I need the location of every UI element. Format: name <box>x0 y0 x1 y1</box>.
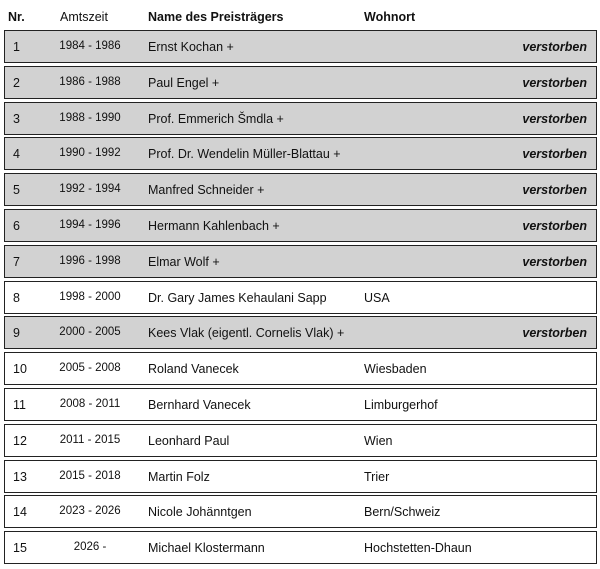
cell-name: Nicole Johänntgen <box>148 505 252 520</box>
cell-town: Bern/Schweiz <box>364 505 441 520</box>
cell-nr: 3 <box>13 111 20 126</box>
cell-name: Ernst Kochan + <box>148 40 234 54</box>
cell-status: verstorben <box>522 111 587 126</box>
cell-town: Trier <box>364 469 390 484</box>
cell-status: verstorben <box>522 75 587 90</box>
cell-nr: 15 <box>13 541 27 556</box>
table-row <box>4 424 597 457</box>
cell-term: 1994 - 1996 <box>59 218 121 231</box>
table-row <box>4 30 597 63</box>
table-row <box>4 316 597 349</box>
header-town: Wohnort <box>364 10 416 24</box>
header-nr: Nr. <box>8 10 25 24</box>
header-term: Amtszeit <box>60 10 108 24</box>
cell-term: 2008 - 2011 <box>59 397 121 410</box>
table-row <box>4 281 597 314</box>
cell-name: Prof. Dr. Wendelin Müller-Blattau + <box>148 147 341 162</box>
cell-name: Hermann Kahlenbach + <box>148 218 280 233</box>
cell-name: Prof. Emmerich Šmdla + <box>148 111 284 126</box>
cell-name: Leonhard Paul <box>148 433 230 448</box>
cell-nr: 1 <box>13 40 20 54</box>
cell-nr: 13 <box>13 469 27 484</box>
table-row <box>4 388 597 421</box>
table-body <box>4 30 597 564</box>
cell-status: verstorben <box>522 40 587 54</box>
cell-nr: 10 <box>13 362 27 377</box>
cell-term: 1986 - 1988 <box>59 75 121 88</box>
cell-term: 1998 - 2000 <box>59 290 121 303</box>
cell-nr: 2 <box>13 75 20 90</box>
cell-status: verstorben <box>522 183 587 198</box>
cell-name: Roland Vanecek <box>148 362 239 377</box>
cell-nr: 5 <box>13 183 20 198</box>
cell-nr: 6 <box>13 218 20 233</box>
table-header <box>4 4 597 30</box>
cell-town: Limburgerhof <box>364 397 438 412</box>
table-row <box>4 66 597 99</box>
table-row <box>4 352 597 385</box>
cell-nr: 11 <box>13 397 26 412</box>
table-row <box>4 102 597 135</box>
table-row <box>4 245 597 278</box>
cell-status: verstorben <box>522 218 587 233</box>
table-row <box>4 209 597 242</box>
cell-status: verstorben <box>522 147 587 162</box>
cell-term: 2005 - 2008 <box>59 362 121 375</box>
table-row <box>4 173 597 206</box>
prize-winners-table <box>4 4 597 567</box>
cell-status: verstorben <box>522 326 587 341</box>
cell-name: Martin Folz <box>148 469 210 484</box>
cell-name: Dr. Gary James Kehaulani Sapp <box>148 290 327 305</box>
cell-term: 2011 - 2015 <box>59 433 121 446</box>
cell-term: 2015 - 2018 <box>59 469 121 482</box>
cell-name: Kees Vlak (eigentl. Cornelis Vlak) + <box>148 326 345 341</box>
table-row <box>4 137 597 170</box>
cell-term: 2026 - <box>73 541 107 554</box>
cell-term: 1996 - 1998 <box>59 254 121 267</box>
table-row <box>4 495 597 528</box>
cell-term: 2000 - 2005 <box>59 326 121 339</box>
cell-nr: 7 <box>13 254 20 269</box>
cell-nr: 9 <box>13 326 20 341</box>
cell-town: Wiesbaden <box>364 362 427 377</box>
cell-name: Elmar Wolf + <box>148 254 220 269</box>
cell-nr: 4 <box>13 147 20 162</box>
cell-nr: 12 <box>13 433 27 448</box>
cell-status: verstorben <box>522 254 587 269</box>
cell-town: USA <box>364 290 390 305</box>
cell-name: Paul Engel + <box>148 75 220 90</box>
cell-name: Michael Klostermann <box>148 541 265 556</box>
cell-town: Hochstetten-Dhaun <box>364 541 472 556</box>
cell-name: Manfred Schneider + <box>148 183 265 198</box>
cell-term: 1990 - 1992 <box>59 147 121 160</box>
header-name: Name des Preisträgers <box>148 10 284 24</box>
table-row <box>4 460 597 493</box>
cell-town: Wien <box>364 433 393 448</box>
cell-term: 1988 - 1990 <box>59 111 121 124</box>
cell-nr: 14 <box>13 505 27 520</box>
cell-term: 1984 - 1986 <box>59 40 121 52</box>
cell-term: 2023 - 2026 <box>59 505 121 518</box>
cell-term: 1992 - 1994 <box>59 183 121 196</box>
cell-name: Bernhard Vanecek <box>148 397 251 412</box>
cell-nr: 8 <box>13 290 20 305</box>
table-row <box>4 531 597 564</box>
